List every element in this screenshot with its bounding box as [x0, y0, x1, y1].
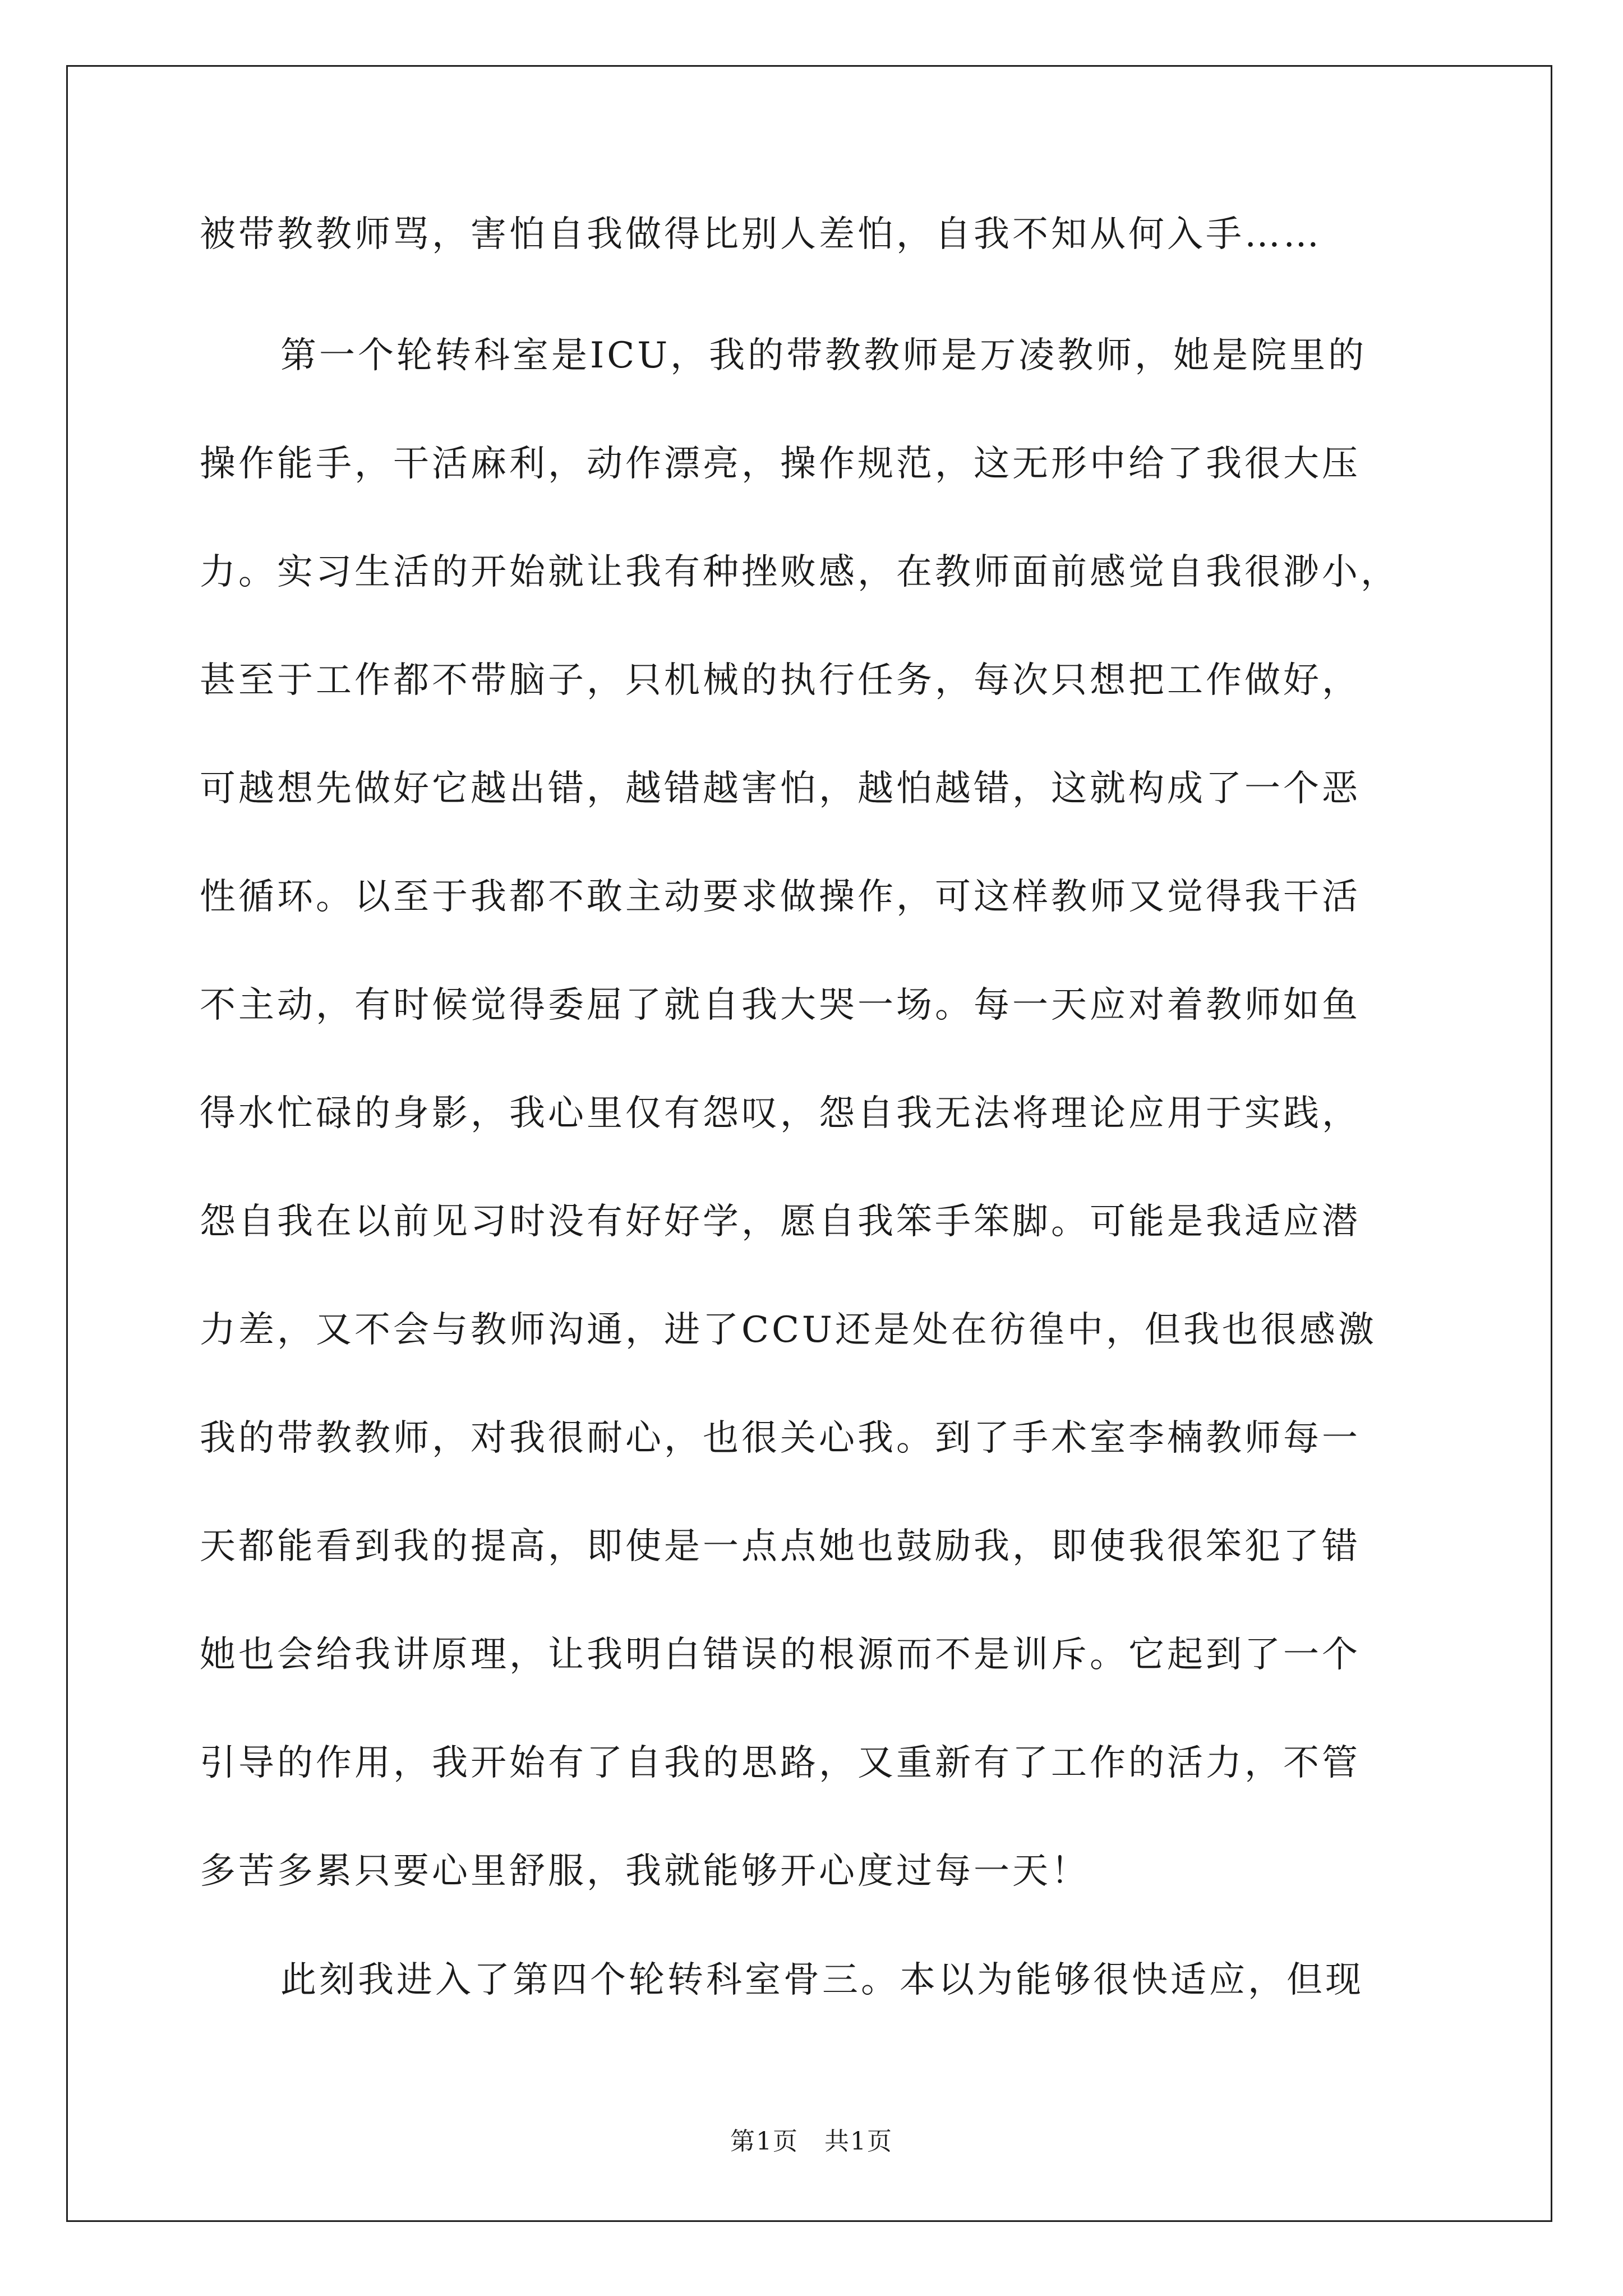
- page-footer: 第1页 共1页: [730, 2127, 893, 2156]
- text-line-10: 怨自我在以前见习时没有好好学，愿自我笨手笨脚。可能是我适应潜: [200, 1201, 1361, 1243]
- text-line-15: 引导的作用，我开始有了自我的思路，又重新有了工作的活力，不管: [200, 1742, 1361, 1784]
- text-line-9: 得水忙碌的身影，我心里仅有怨叹，怨自我无法将理论应用于实践，: [200, 1093, 1361, 1134]
- page-border: [66, 65, 1552, 2222]
- text-line-12: 我的带教教师，对我很耐心，也很关心我。到了手术室李楠教师每一: [200, 1418, 1361, 1459]
- text-line-1: 被带教教师骂，害怕自我做得比别人差怕，自我不知从何入手……: [200, 214, 1322, 255]
- text-line-16: 多苦多累只要心里舒服，我就能够开心度过每一天！: [200, 1851, 1090, 1892]
- text-line-17: 此刻我进入了第四个轮转科室骨三。本以为能够很快适应，但现: [280, 1959, 1364, 2001]
- text-line-5: 甚至于工作都不带脑子，只机械的执行任务，每次只想把工作做好，: [200, 660, 1361, 701]
- text-line-6: 可越想先做好它越出错，越错越害怕，越怕越错，这就构成了一个恶: [200, 768, 1361, 809]
- text-line-2: 第一个轮转科室是ICU，我的带教教师是万凌教师，她是院里的: [280, 335, 1367, 376]
- text-line-7: 性循环。以至于我都不敢主动要求做操作，可这样教师又觉得我干活: [200, 876, 1361, 918]
- text-line-14: 她也会给我讲原理，让我明白错误的根源而不是训斥。它起到了一个: [200, 1634, 1361, 1676]
- text-line-11: 力差，又不会与教师沟通，进了CCU还是处在彷徨中，但我也很感激: [200, 1309, 1377, 1351]
- text-line-8: 不主动，有时候觉得委屈了就自我大哭一场。每一天应对着教师如鱼: [200, 984, 1361, 1026]
- text-line-13: 天都能看到我的提高，即使是一点点她也鼓励我，即使我很笨犯了错: [200, 1526, 1361, 1567]
- text-line-4: 力。实习生活的开始就让我有种挫败感，在教师面前感觉自我很渺小，: [200, 551, 1399, 593]
- text-line-3: 操作能手，干活麻利，动作漂亮，操作规范，这无形中给了我很大压: [200, 443, 1361, 485]
